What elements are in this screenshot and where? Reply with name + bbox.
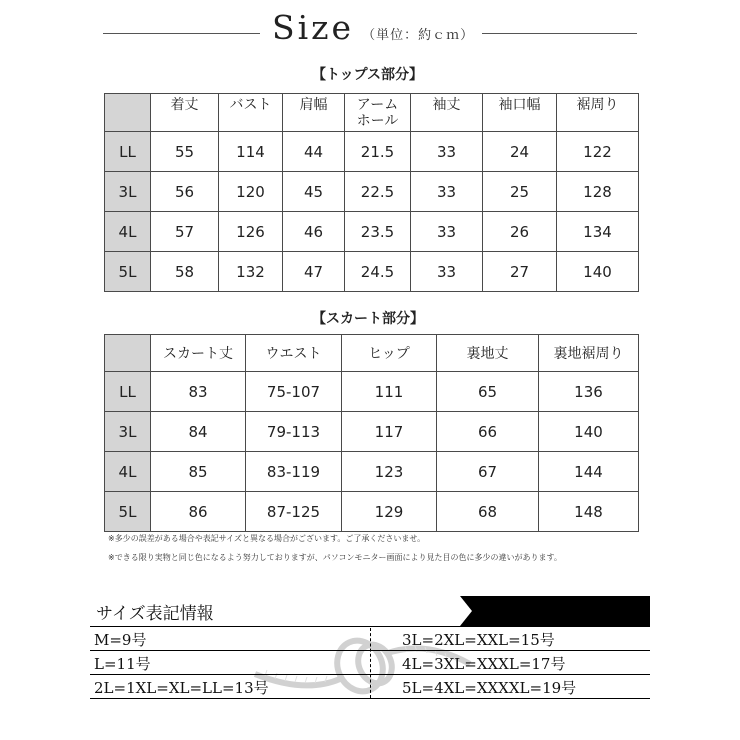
table-cell: 58: [151, 252, 219, 292]
table-cell: 44: [283, 132, 345, 172]
table-cell: 128: [557, 172, 639, 212]
table-cell: 24.5: [345, 252, 411, 292]
column-header: 肩幅: [283, 94, 345, 132]
table-cell: 23.5: [345, 212, 411, 252]
table-row: [105, 452, 639, 492]
table-cell: 45: [283, 172, 345, 212]
column-header: ヒップ: [342, 335, 437, 372]
table-cell: 85: [151, 452, 246, 492]
column-header: 裾周り: [557, 94, 639, 132]
size-header: [272, 8, 474, 54]
size-notation-item: 3L=2XL=XXL=15号: [402, 631, 555, 649]
row-size-label: LL: [105, 372, 151, 412]
panel-header-arrow: [460, 596, 472, 626]
size-notation-panel: [90, 596, 650, 706]
table-cell: 47: [283, 252, 345, 292]
table-corner-cell: [105, 335, 151, 372]
table-cell: 140: [539, 412, 639, 452]
row-size-label: LL: [105, 132, 151, 172]
table-cell: 24: [483, 132, 557, 172]
header-rule-right: [482, 33, 637, 34]
table-header-row: [105, 94, 639, 132]
column-header: 裏地丈: [437, 335, 539, 372]
row-size-label: 3L: [105, 172, 151, 212]
header-rule-left: [103, 33, 260, 34]
table-row: [105, 252, 639, 292]
table-cell: 134: [557, 212, 639, 252]
table-cell: 79-113: [246, 412, 342, 452]
row-size-label: 3L: [105, 412, 151, 452]
table-cell: 123: [342, 452, 437, 492]
table-cell: 132: [219, 252, 283, 292]
table-cell: 56: [151, 172, 219, 212]
table-cell: 144: [539, 452, 639, 492]
table-cell: 25: [483, 172, 557, 212]
table-cell: 126: [219, 212, 283, 252]
table-cell: 120: [219, 172, 283, 212]
color-note: ※できる限り実物と同じ色になるよう努力しておりますが、パソコンモニター画面により見た目の色に多少の違いがあります。: [108, 553, 562, 562]
table-cell: 21.5: [345, 132, 411, 172]
skirt-section-title: 【スカート部分】: [312, 311, 424, 327]
column-header: 着丈: [151, 94, 219, 132]
skirt-size-table: [104, 334, 639, 532]
column-header: 裏地裾周り: [539, 335, 639, 372]
column-header: 袖口幅: [483, 94, 557, 132]
table-cell: 87-125: [246, 492, 342, 532]
row-size-label: 5L: [105, 252, 151, 292]
row-size-label: 4L: [105, 212, 151, 252]
size-notation-item: 2L=1XL=XL=LL=13号: [94, 679, 269, 697]
panel-rule: [90, 698, 650, 699]
table-cell: 83: [151, 372, 246, 412]
table-cell: 148: [539, 492, 639, 532]
table-cell: 33: [411, 212, 483, 252]
size-notation-item: L=11号: [94, 655, 151, 673]
table-cell: 117: [342, 412, 437, 452]
page-title: Size: [272, 8, 355, 47]
table-cell: 33: [411, 132, 483, 172]
table-cell: 33: [411, 172, 483, 212]
table-cell: 67: [437, 452, 539, 492]
size-notation-item: 4L=3XL=XXXL=17号: [402, 655, 566, 673]
table-cell: 122: [557, 132, 639, 172]
table-cell: 83-119: [246, 452, 342, 492]
table-cell: 75-107: [246, 372, 342, 412]
column-header: 袖丈: [411, 94, 483, 132]
tops-section-title: 【トップス部分】: [312, 67, 424, 83]
panel-title: サイズ表記情報: [96, 604, 214, 624]
column-header: バスト: [219, 94, 283, 132]
table-cell: 68: [437, 492, 539, 532]
table-row: [105, 212, 639, 252]
size-notation-item: M=9号: [94, 631, 147, 649]
table-cell: 86: [151, 492, 246, 532]
panel-rule: [90, 626, 650, 627]
table-cell: 22.5: [345, 172, 411, 212]
table-cell: 33: [411, 252, 483, 292]
table-cell: 114: [219, 132, 283, 172]
tops-size-table: [104, 93, 639, 292]
row-size-label: 4L: [105, 452, 151, 492]
table-header-row: [105, 335, 639, 372]
table-cell: 57: [151, 212, 219, 252]
table-row: [105, 172, 639, 212]
panel-column-divider: [370, 628, 371, 698]
table-row: [105, 132, 639, 172]
table-cell: 65: [437, 372, 539, 412]
table-row: [105, 412, 639, 452]
table-corner-cell: [105, 94, 151, 132]
table-cell: 55: [151, 132, 219, 172]
table-cell: 140: [557, 252, 639, 292]
unit-label: （単位：約ｃｍ）: [362, 28, 475, 43]
disclaimer-note: ※多少の誤差がある場合や表記サイズと異なる場合がございます。ご了承くださいませ。: [108, 534, 426, 543]
table-cell: 136: [539, 372, 639, 412]
row-size-label: 5L: [105, 492, 151, 532]
table-row: [105, 372, 639, 412]
table-cell: 129: [342, 492, 437, 532]
table-row: [105, 492, 639, 532]
size-notation-item: 5L=4XL=XXXXL=19号: [402, 679, 577, 697]
column-header: ウエスト: [246, 335, 342, 372]
table-cell: 26: [483, 212, 557, 252]
table-cell: 84: [151, 412, 246, 452]
table-cell: 66: [437, 412, 539, 452]
table-cell: 27: [483, 252, 557, 292]
table-cell: 111: [342, 372, 437, 412]
column-header: スカート丈: [151, 335, 246, 372]
table-cell: 46: [283, 212, 345, 252]
column-header: アーム ホール: [345, 94, 411, 132]
